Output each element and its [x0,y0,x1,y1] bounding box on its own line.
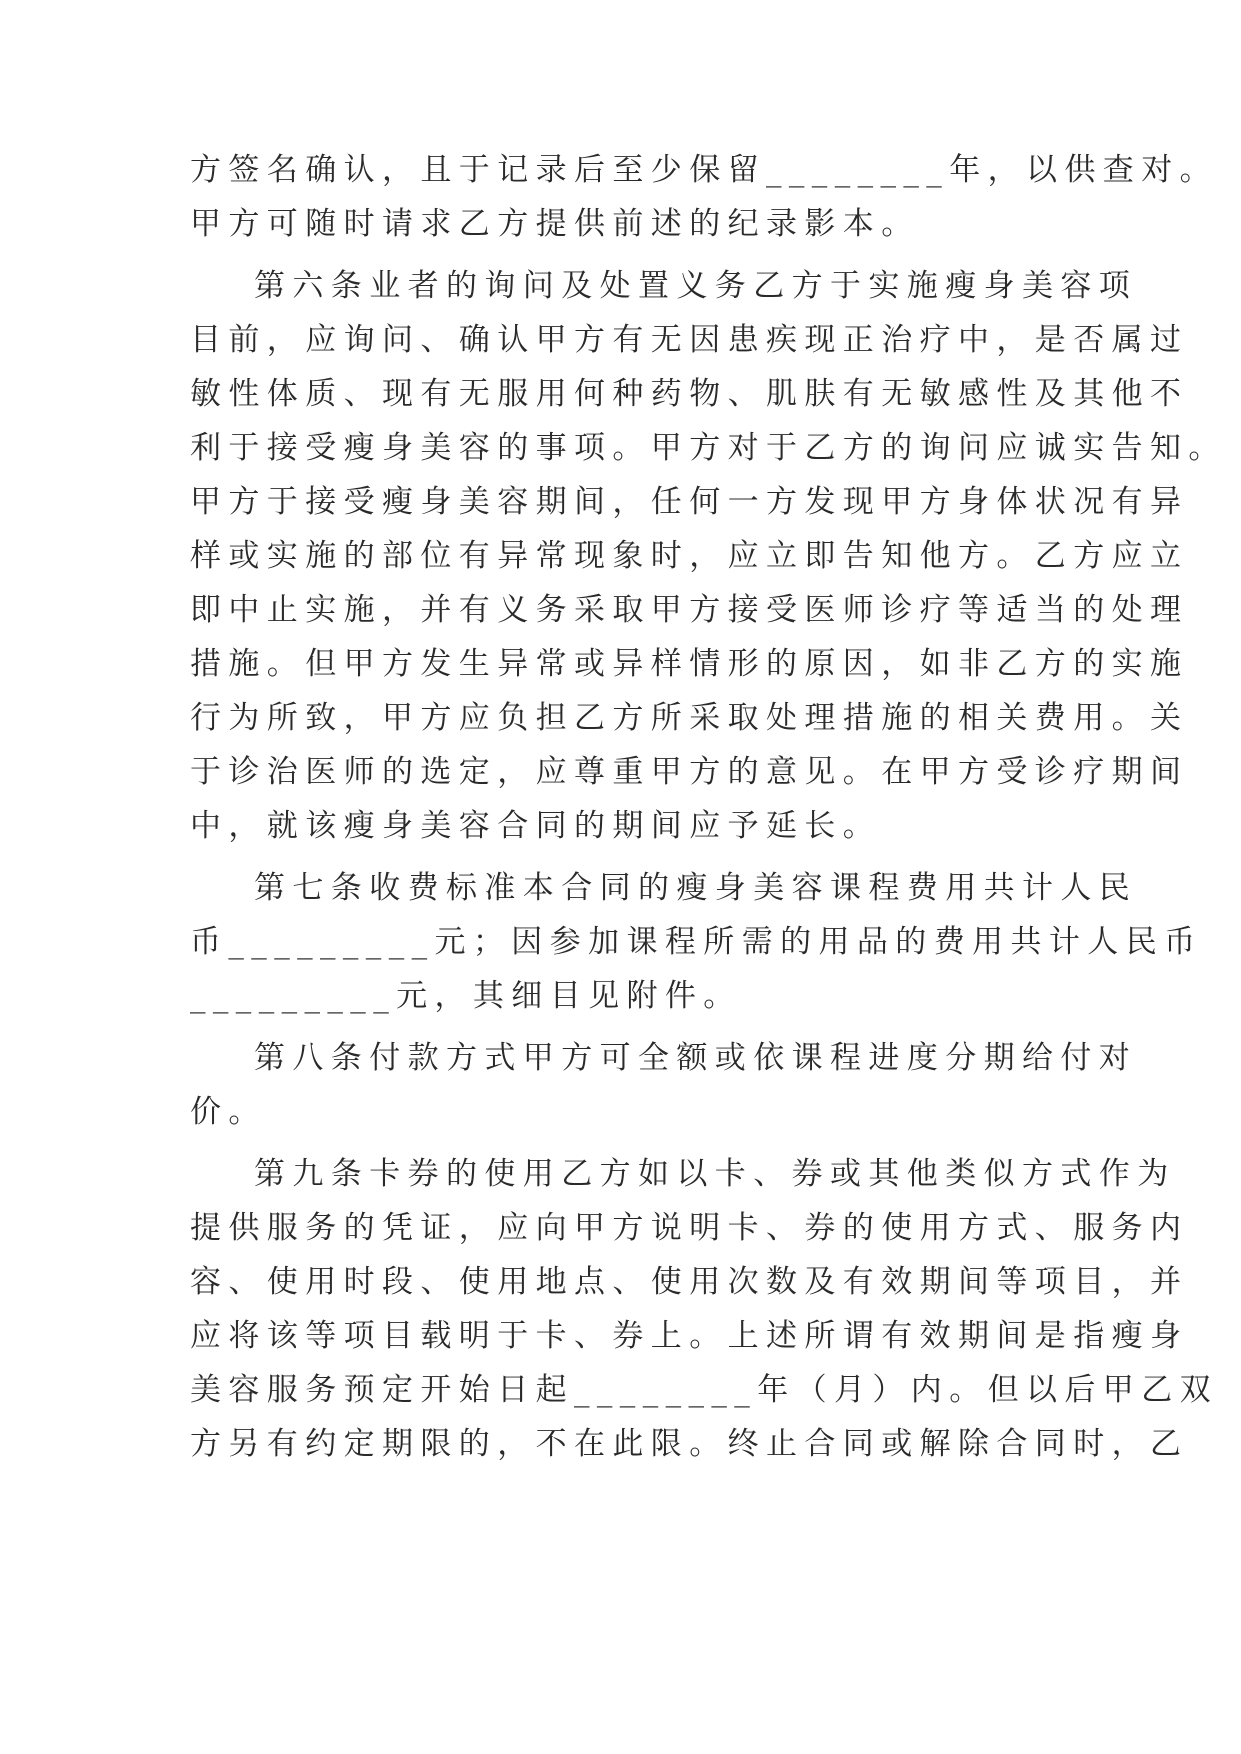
text-line: 中，就该瘦身美容合同的期间应予延长。 [190,808,882,844]
text-line: 利于接受瘦身美容的事项。甲方对于乙方的询问应诚实告知。 [190,430,1227,466]
text-line: 于诊治医师的选定，应尊重甲方的意见。在甲方受诊疗期间 [190,754,1189,790]
text-line: 即中止实施，并有义务采取甲方接受医师诊疗等适当的处理 [190,592,1189,628]
text-line: 币_________元；因参加课程所需的用品的费用共计人民币 [190,924,1203,960]
text-line: 提供服务的凭证，应向甲方说明卡、券的使用方式、服务内 [190,1210,1189,1246]
text-line: 目前，应询问、确认甲方有无因患疾现正治疗中，是否属过 [190,322,1189,358]
text-line: _________元，其细目见附件。 [190,978,742,1014]
article-8-heading-line: 第八条付款方式甲方可全额或依课程进度分期给付对 [254,1040,1138,1076]
text-line: 甲方于接受瘦身美容期间，任何一方发现甲方身体状况有异 [190,484,1189,520]
text-line: 应将该等项目载明于卡、券上。上述所谓有效期间是指瘦身 [190,1318,1189,1354]
text-line: 样或实施的部位有异常现象时，应立即告知他方。乙方应立 [190,538,1189,574]
article-6-heading-line: 第六条业者的询问及处置义务乙方于实施瘦身美容项 [254,268,1138,304]
article-9-heading-line: 第九条卡券的使用乙方如以卡、券或其他类似方式作为 [254,1156,1176,1192]
text-line: 美容服务预定开始日起________年（月）内。但以后甲乙双 [190,1372,1218,1408]
text-line: 敏性体质、现有无服用何种药物、肌肤有无敏感性及其他不 [190,376,1189,412]
text-line: 容、使用时段、使用地点、使用次数及有效期间等项目，并 [190,1264,1189,1300]
text-line: 方签名确认，且于记录后至少保留________年，以供查对。 [190,152,1218,188]
text-line: 方另有约定期限的，不在此限。终止合同或解除合同时，乙 [190,1426,1189,1462]
text-line: 价。 [190,1094,267,1130]
article-7-heading-line: 第七条收费标准本合同的瘦身美容课程费用共计人民 [254,870,1138,906]
text-line: 措施。但甲方发生异常或异样情形的原因，如非乙方的实施 [190,646,1189,682]
text-line: 行为所致，甲方应负担乙方所采取处理措施的相关费用。关 [190,700,1189,736]
text-line: 甲方可随时请求乙方提供前述的纪录影本。 [190,206,920,242]
